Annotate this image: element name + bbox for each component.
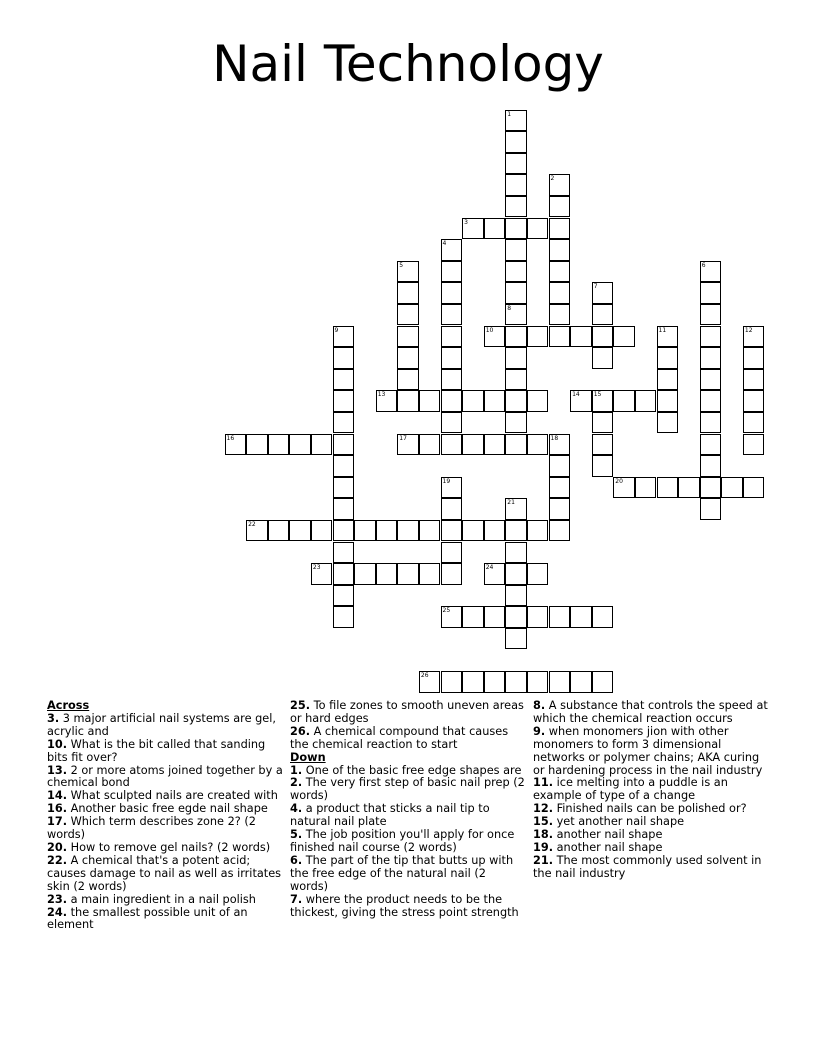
grid-cell[interactable]	[635, 477, 657, 499]
clue-number: 13	[377, 391, 386, 399]
grid-cell[interactable]	[549, 218, 571, 240]
grid-cell[interactable]	[592, 304, 614, 326]
clue-text: Finished nails can be polished or?	[553, 802, 747, 816]
grid-cell[interactable]	[462, 520, 484, 542]
grid-cell[interactable]	[505, 261, 527, 283]
grid-cell[interactable]	[657, 477, 679, 499]
grid-cell[interactable]	[527, 434, 549, 456]
grid-cell[interactable]	[700, 477, 722, 499]
grid-cell[interactable]	[592, 412, 614, 434]
grid-cell[interactable]	[397, 261, 419, 283]
grid-cell[interactable]	[505, 671, 527, 693]
grid-cell[interactable]	[441, 369, 463, 391]
grid-cell[interactable]	[613, 390, 635, 412]
grid-cell[interactable]	[333, 390, 355, 412]
grid-cell[interactable]	[484, 326, 506, 348]
grid-cell[interactable]	[484, 520, 506, 542]
clue-text: Another basic free egde nail shape	[67, 802, 268, 816]
grid-cell[interactable]	[333, 455, 355, 477]
clue-text: What sculpted nails are created with	[67, 789, 278, 803]
clue-number-label: 18.	[533, 828, 554, 842]
grid-cell[interactable]	[613, 477, 635, 499]
across-heading: Across	[47, 699, 90, 712]
grid-cell[interactable]	[484, 218, 506, 240]
grid-cell[interactable]	[376, 563, 398, 585]
clue-text: a main ingredient in a nail polish	[67, 892, 256, 906]
clue	[47, 713, 283, 739]
grid-cell[interactable]	[484, 390, 506, 412]
clue-number-label: 10.	[47, 737, 68, 751]
grid-cell[interactable]	[419, 390, 441, 412]
grid-cell[interactable]	[549, 304, 571, 326]
grid-cell[interactable]	[397, 326, 419, 348]
grid-cell[interactable]	[441, 434, 463, 456]
grid-cell[interactable]	[527, 390, 549, 412]
grid-cell[interactable]	[462, 390, 484, 412]
clue-number: 6	[701, 261, 706, 269]
grid-cell[interactable]	[549, 174, 571, 196]
grid-cell[interactable]	[700, 282, 722, 304]
grid-cell[interactable]	[441, 261, 463, 283]
grid-cell[interactable]	[592, 455, 614, 477]
grid-cell[interactable]	[505, 628, 527, 650]
clue-text: where the product needs to be the thickest, giving the stress point strength	[290, 892, 519, 919]
grid-cell[interactable]	[462, 218, 484, 240]
grid-cell[interactable]	[549, 239, 571, 261]
grid-cell[interactable]	[289, 520, 311, 542]
clue-number-label: 24.	[47, 905, 68, 919]
clue-number-label: 4.	[290, 802, 303, 816]
grid-cell[interactable]	[397, 434, 419, 456]
clue-number-label: 26.	[290, 724, 311, 738]
clue-text: yet another nail shape	[553, 815, 685, 829]
clue-text: another nail shape	[553, 840, 663, 854]
clue-number: 12	[744, 326, 753, 334]
clue-text: A chemical compound that causes the chemical reaction to start	[290, 724, 509, 751]
grid-cell[interactable]	[376, 520, 398, 542]
clue-number: 20	[615, 477, 623, 485]
grid-cell[interactable]	[592, 347, 614, 369]
grid-cell[interactable]	[549, 477, 571, 499]
grid-cell[interactable]	[700, 390, 722, 412]
grid-cell[interactable]	[592, 434, 614, 456]
grid-cell[interactable]	[397, 282, 419, 304]
clue	[533, 726, 769, 778]
clue-text: 3 major artificial nail systems are gel, acrylic and	[47, 711, 276, 738]
clue-text: The very first step of basic nail prep (2 words)	[290, 776, 525, 803]
grid-cell[interactable]	[505, 304, 527, 326]
grid-cell[interactable]	[505, 174, 527, 196]
clue-number: 15	[593, 391, 602, 399]
grid-cell[interactable]	[549, 455, 571, 477]
grid-cell[interactable]	[527, 218, 549, 240]
grid-cell[interactable]	[441, 477, 463, 499]
grid-cell[interactable]	[743, 412, 765, 434]
clue-number-label: 22.	[47, 853, 68, 867]
grid-cell[interactable]	[505, 239, 527, 261]
clue-text: To file zones to smooth uneven areas or hard edges	[290, 699, 524, 725]
clue-number: 11	[658, 326, 667, 334]
clue-number-label: 7.	[290, 892, 303, 906]
grid-cell[interactable]	[333, 520, 355, 542]
grid-cell[interactable]	[333, 369, 355, 391]
clue	[290, 829, 526, 855]
clue-number: 16	[226, 434, 235, 442]
grid-cell[interactable]	[268, 434, 290, 456]
grid-cell[interactable]	[743, 369, 765, 391]
grid-cell[interactable]	[592, 282, 614, 304]
grid-cell[interactable]	[743, 390, 765, 412]
grid-cell[interactable]	[527, 563, 549, 585]
clue-number-label: 17.	[47, 815, 68, 829]
grid-cell[interactable]	[397, 369, 419, 391]
grid-cell[interactable]	[333, 347, 355, 369]
grid-cell[interactable]	[678, 477, 700, 499]
grid-cell[interactable]	[700, 434, 722, 456]
clue-text: One of the basic free edge shapes are	[302, 763, 522, 777]
grid-cell[interactable]	[441, 498, 463, 520]
grid-cell[interactable]	[549, 282, 571, 304]
grid-cell[interactable]	[635, 390, 657, 412]
clue-text: a product that sticks a nail tip to natural nail plate	[290, 802, 490, 829]
grid-cell[interactable]	[570, 606, 592, 628]
grid-cell[interactable]	[397, 520, 419, 542]
grid-cell[interactable]	[505, 153, 527, 175]
grid-cell[interactable]	[419, 671, 441, 693]
grid-cell[interactable]	[354, 563, 376, 585]
grid-cell[interactable]	[397, 347, 419, 369]
grid-cell[interactable]	[592, 671, 614, 693]
clue-number: 26	[420, 672, 429, 680]
grid-cell[interactable]	[549, 606, 571, 628]
grid-cell[interactable]	[505, 585, 527, 607]
clue-number: 5	[399, 261, 404, 269]
clue-number-label: 8.	[533, 699, 546, 712]
grid-cell[interactable]	[333, 434, 355, 456]
grid-cell[interactable]	[397, 304, 419, 326]
grid-cell[interactable]	[700, 498, 722, 520]
clue-number-label: 3.	[47, 711, 60, 725]
clue-number: 21	[507, 499, 515, 507]
grid-cell[interactable]	[333, 542, 355, 564]
clue	[47, 765, 283, 791]
grid-cell[interactable]	[505, 434, 527, 456]
clue-number: 8	[507, 304, 512, 312]
grid-cell[interactable]	[441, 239, 463, 261]
grid-cell[interactable]	[505, 131, 527, 153]
clue-text: The job position you'll apply for once finished nail course (2 words)	[290, 828, 515, 854]
clue-number: 2	[550, 175, 555, 183]
grid-cell[interactable]	[549, 671, 571, 693]
grid-cell[interactable]	[527, 671, 549, 693]
clue-number-label: 20.	[47, 840, 68, 854]
grid-cell[interactable]	[484, 606, 506, 628]
grid-cell[interactable]	[721, 477, 743, 499]
grid-cell[interactable]	[549, 326, 571, 348]
clue-number-label: 15.	[533, 815, 554, 829]
grid-cell[interactable]	[333, 585, 355, 607]
clue	[47, 739, 283, 765]
grid-cell[interactable]	[570, 326, 592, 348]
grid-cell[interactable]	[549, 261, 571, 283]
clue-number: 18	[550, 434, 559, 442]
grid-cell[interactable]	[441, 412, 463, 434]
clue	[47, 816, 283, 842]
clue	[290, 855, 526, 894]
grid-cell[interactable]	[441, 326, 463, 348]
clue	[533, 700, 769, 726]
grid-cell[interactable]	[549, 434, 571, 456]
grid-cell[interactable]	[441, 671, 463, 693]
grid-cell[interactable]	[743, 326, 765, 348]
clue-text: How to remove gel nails? (2 words)	[67, 840, 271, 854]
grid-cell[interactable]	[333, 477, 355, 499]
clue-number-label: 19.	[533, 840, 554, 854]
grid-cell[interactable]	[441, 390, 463, 412]
grid-cell[interactable]	[397, 563, 419, 585]
clue-number-label: 11.	[533, 776, 554, 790]
grid-cell[interactable]	[505, 412, 527, 434]
grid-cell[interactable]	[333, 606, 355, 628]
grid-cell[interactable]	[570, 671, 592, 693]
grid-cell[interactable]	[505, 369, 527, 391]
grid-cell[interactable]	[505, 542, 527, 564]
grid-cell[interactable]	[246, 520, 268, 542]
grid-cell[interactable]	[505, 520, 527, 542]
clue-number-label: 2.	[290, 776, 303, 790]
grid-cell[interactable]	[311, 434, 333, 456]
clue	[533, 855, 769, 881]
grid-cell[interactable]	[743, 434, 765, 456]
grid-cell[interactable]	[441, 563, 463, 585]
grid-cell[interactable]	[441, 347, 463, 369]
page-title: Nail Technology	[212, 35, 604, 93]
grid-cell[interactable]	[592, 390, 614, 412]
down-clue-list-continued	[533, 700, 769, 881]
across-clue-list	[47, 713, 283, 932]
clue-number: 25	[442, 607, 451, 615]
clue-number: 4	[442, 240, 447, 248]
clue-number: 14	[572, 391, 580, 399]
grid-cell[interactable]	[505, 390, 527, 412]
across-clue-list-continued	[290, 700, 526, 752]
clue-number-label: 12.	[533, 802, 554, 816]
clue-text: Which term describes zone 2? (2 words)	[47, 815, 256, 842]
grid-cell[interactable]	[527, 520, 549, 542]
grid-cell[interactable]	[484, 434, 506, 456]
down-clue-list	[290, 765, 526, 920]
clue	[290, 726, 526, 752]
clue-text: What is the bit called that sanding bits fit over?	[47, 737, 266, 764]
clue-number: 19	[442, 477, 451, 485]
grid-cell[interactable]	[700, 347, 722, 369]
clue-number-label: 14.	[47, 789, 68, 803]
grid-cell[interactable]	[700, 326, 722, 348]
grid-cell[interactable]	[700, 304, 722, 326]
grid-cell[interactable]	[268, 520, 290, 542]
grid-cell[interactable]	[505, 110, 527, 132]
grid-cell[interactable]	[441, 282, 463, 304]
clue-text: The most commonly used solvent in the nail industry	[533, 853, 762, 880]
clue-number-label: 25.	[290, 699, 311, 712]
grid-cell[interactable]	[505, 218, 527, 240]
grid-cell[interactable]	[657, 347, 679, 369]
clue-number: 17	[399, 434, 407, 442]
grid-cell[interactable]	[484, 671, 506, 693]
clue-number-label: 13.	[47, 763, 68, 777]
clue-number-label: 16.	[47, 802, 68, 816]
clue	[290, 894, 526, 920]
clue-number-label: 21.	[533, 853, 554, 867]
clue-text: another nail shape	[553, 828, 663, 842]
grid-cell[interactable]	[592, 606, 614, 628]
clue-number-label: 9.	[533, 724, 546, 738]
clues-column-2	[290, 700, 526, 919]
grid-cell[interactable]	[246, 434, 268, 456]
clue	[47, 907, 283, 933]
grid-cell[interactable]	[354, 520, 376, 542]
grid-cell[interactable]	[484, 563, 506, 585]
grid-cell[interactable]	[743, 347, 765, 369]
clue-text: The part of the tip that butts up with the free edge of the natural nail (2 words)	[290, 853, 514, 893]
down-heading: Down	[290, 750, 326, 764]
grid-cell[interactable]	[613, 326, 635, 348]
grid-cell[interactable]	[657, 369, 679, 391]
clue-number-label: 1.	[290, 763, 303, 777]
clue-number-label: 5.	[290, 828, 303, 842]
grid-cell[interactable]	[333, 326, 355, 348]
grid-cell[interactable]	[657, 390, 679, 412]
grid-cell[interactable]	[527, 326, 549, 348]
grid-cell[interactable]	[505, 498, 527, 520]
grid-cell[interactable]	[505, 347, 527, 369]
clue	[533, 777, 769, 803]
clue	[47, 855, 283, 894]
grid-cell[interactable]	[462, 606, 484, 628]
clue-text: when monomers jion with other monomers to form 3 dimensional networks or polymer chains; AKA curing or hardening process in the nail industry	[533, 724, 763, 777]
clue-number: 1	[507, 110, 512, 118]
clue-text: A substance that controls the speed at which the chemical reaction occurs	[533, 699, 768, 725]
grid-cell[interactable]	[441, 520, 463, 542]
grid-cell[interactable]	[505, 326, 527, 348]
grid-cell[interactable]	[700, 412, 722, 434]
clue-number-label: 6.	[290, 853, 303, 867]
clue-text: ice melting into a puddle is an example of type of a change	[533, 776, 728, 803]
clues-column-1	[47, 700, 283, 932]
grid-cell[interactable]	[505, 606, 527, 628]
grid-cell[interactable]	[333, 563, 355, 585]
grid-cell[interactable]	[441, 304, 463, 326]
clue-number: 23	[312, 564, 321, 572]
clues-column-3	[533, 700, 769, 881]
clue	[290, 700, 526, 726]
grid-cell[interactable]	[397, 390, 419, 412]
grid-cell[interactable]	[419, 520, 441, 542]
clue	[290, 803, 526, 829]
clue-text: the smallest possible unit of an element	[47, 905, 248, 932]
clue-number: 24	[485, 564, 494, 572]
clue-number: 9	[334, 326, 339, 334]
grid-cell[interactable]	[462, 434, 484, 456]
grid-cell[interactable]	[700, 455, 722, 477]
grid-cell[interactable]	[592, 326, 614, 348]
grid-cell[interactable]	[419, 434, 441, 456]
grid-cell[interactable]	[311, 563, 333, 585]
grid-cell[interactable]	[419, 563, 441, 585]
grid-cell[interactable]	[505, 282, 527, 304]
clue-text: 2 or more atoms joined together by a chemical bond	[47, 763, 283, 790]
grid-cell[interactable]	[549, 498, 571, 520]
clue-number-label: 23.	[47, 892, 68, 906]
clue-number: 22	[248, 520, 256, 528]
grid-cell[interactable]	[311, 520, 333, 542]
grid-cell[interactable]	[700, 261, 722, 283]
clue-number: 7	[593, 283, 598, 291]
grid-cell[interactable]	[657, 412, 679, 434]
clue	[290, 777, 526, 803]
grid-cell[interactable]	[441, 606, 463, 628]
grid-cell[interactable]	[462, 671, 484, 693]
grid-cell[interactable]	[225, 434, 247, 456]
clue-number: 10	[485, 326, 494, 334]
clue-text: A chemical that's a potent acid; causes damage to nail as well as irritates skin (2 words)	[47, 853, 282, 893]
grid-cell[interactable]	[505, 196, 527, 218]
grid-cell[interactable]	[376, 390, 398, 412]
grid-cell[interactable]	[527, 606, 549, 628]
grid-cell[interactable]	[570, 390, 592, 412]
grid-cell[interactable]	[333, 498, 355, 520]
grid-cell[interactable]	[441, 542, 463, 564]
grid-cell[interactable]	[549, 520, 571, 542]
clue-number: 3	[464, 218, 468, 226]
grid-cell[interactable]	[743, 477, 765, 499]
grid-cell[interactable]	[289, 434, 311, 456]
grid-cell[interactable]	[333, 412, 355, 434]
grid-cell[interactable]	[505, 563, 527, 585]
grid-cell[interactable]	[549, 196, 571, 218]
grid-cell[interactable]	[657, 326, 679, 348]
grid-cell[interactable]	[700, 369, 722, 391]
